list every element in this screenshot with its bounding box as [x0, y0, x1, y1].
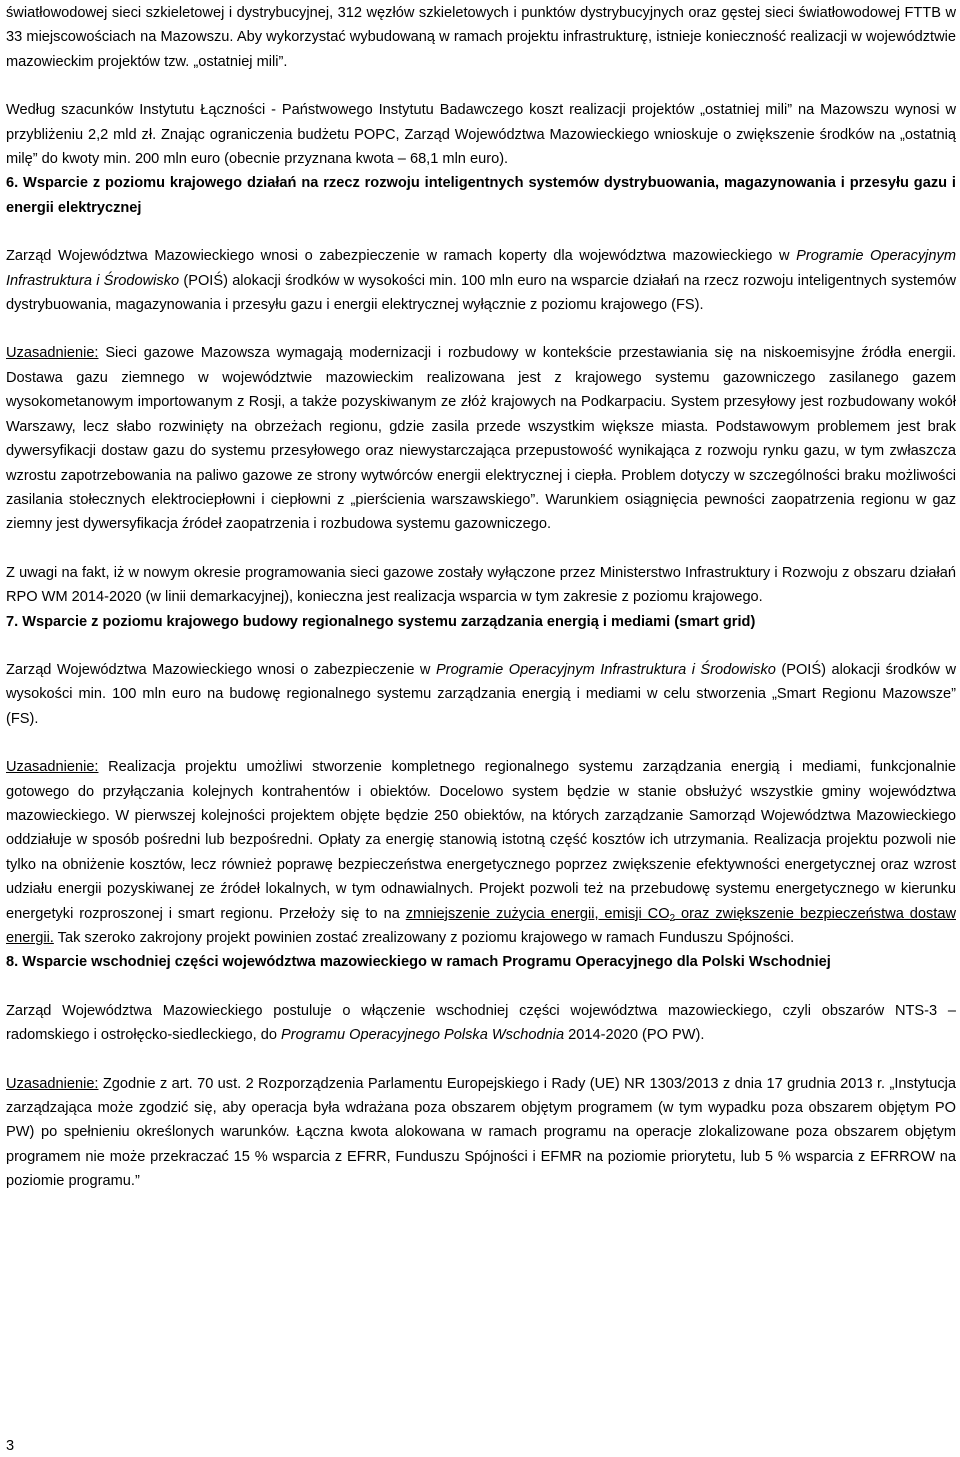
justification-label: Uzasadnienie:: [6, 759, 99, 776]
program-name: Programu Operacyjnego Polska Wschodnia: [281, 1027, 565, 1044]
document-page: [6, 0, 956, 1194]
text-run: Zarząd Województwa Mazowieckiego wnosi o zabezpieczenie w: [6, 661, 436, 678]
section-7-paragraph-1: [6, 658, 956, 731]
section-6-paragraph-3: Z uwagi na fakt, iż w nowym okresie programowania sieci gazowe zostały wyłączone przez Ministerstwo Infrastruktury i Rozwoju z obszaru działań RPO WM 2014-2020 (w linii demarkacyjnej), konieczna jest realizacja wsparcia w tym zakresie z poziomu krajowego.: [6, 564, 956, 606]
text-run: (POIŚ) alokacji środków w wysokości min. 100 mln euro na budowę regionalnego systemu zarządzania energią i mediami w celu stworzenia „Smart Regionu Mazowsze” (FS).: [6, 661, 956, 727]
text-run: 2014-2020 (PO PW).: [564, 1027, 705, 1044]
text-run: (POIŚ) alokacji środków w wysokości min. 100 mln euro na wsparcie działań na rzecz rozwoju inteligentnych systemów dystrybuowania, magazynowania i przesyłu gazu i energii elektrycznej wyłącznie z poziomu krajowego (FS).: [6, 272, 956, 314]
section-6-justification: [6, 341, 956, 536]
paragraph-intro: światłowodowej sieci szkieletowej i dystrybucyjnej, 312 węzłów szkieletowych i punktów dystrybucyjnych oraz gęstej sieci światłowodowej FTTB w 33 miejscowościach na Mazowszu. Aby wykorzystać wybudowaną w ramach projektu infrastrukturę, istnieje konieczność realizacji w województwie mazowieckim projektów tzw. „ostatniej mili”.: [6, 5, 956, 70]
justification-label: Uzasadnienie:: [6, 345, 99, 362]
section-7-justification: [6, 755, 956, 950]
section-7-heading: 7. Wsparcie z poziomu krajowego budowy regionalnego systemu zarządzania energią i mediami (smart grid): [6, 613, 756, 630]
text-run: zmniejszenie zużycia energii, emisji CO: [405, 905, 670, 922]
program-name: Programie Operacyjnym Infrastruktura i Środowisko: [6, 248, 956, 289]
text-run: Zgodnie z art. 70 ust. 2 Rozporządzenia Parlamentu Europejskiego i Rady (UE) NR 1303/2013 z dnia 17 grudnia 2013 r. „Instytucja zarządzająca może zgodzić się, aby operacja była wdrażana poza obszarem objętym programem (w tym wypadku poza obszarem objętym PO PW) po spełnieniu określonych warunków. Łączna kwota alokowana w ramach programu na operacje zlokalizowane poza obszarem objętym programem nie może przekraczać 15 % wsparcia z EFRR, Funduszu Spójności i EFMR na poziomie priorytetu, lub 5 % wsparcia z EFRROW na poziomie programu.”: [6, 1075, 956, 1190]
section-6-heading: 6. Wsparcie z poziomu krajowego działań na rzecz rozwoju inteligentnych systemów dystrybuowania, magazynowania i przesyłu gazu i energii elektrycznej: [6, 175, 956, 216]
program-name: Programie Operacyjnym Infrastruktura i Środowisko: [435, 661, 776, 678]
text-run: Zarząd Województwa Mazowieckiego postuluje o włączenie wschodniej części województwa mazowieckiego, czyli obszarów NTS-3 – radomskiego i ostrołęcko-siedleckiego, do: [6, 1002, 956, 1044]
page-number: 3: [6, 1438, 15, 1454]
text-run: oraz zwiększenie bezpieczeństwa dostaw energii.: [6, 905, 956, 946]
justification-label: Uzasadnienie:: [6, 1075, 99, 1092]
text-run: Zarząd Województwa Mazowieckiego wnosi o zabezpieczenie w ramach koperty dla województwa mazowieckiego w: [6, 248, 797, 265]
section-8-paragraph-1: [6, 999, 956, 1048]
paragraph-cost-estimate: Według szacunków Instytutu Łączności - Państwowego Instytutu Badawczego koszt realizacji projektów „ostatniej mili” na Mazowszu wynosi w przybliżeniu 2,2 mld zł. Znając ograniczenia budżetu POPC, Zarząd Województwa Mazowieckiego wnioskuje o zwiększenie środków na „ostatnią milę” do kwoty min. 200 mln euro (obecnie przyznana kwota – 68,1 mln euro).: [6, 102, 956, 168]
text-run: Tak szeroko zakrojony projekt powinien zostać zrealizowany z poziomu krajowego w ramach Funduszu Spójności.: [53, 930, 795, 946]
section-6-paragraph-1: [6, 244, 956, 317]
section-8-heading: 8. Wsparcie wschodniej części województwa mazowieckiego w ramach Programu Operacyjnego dla Polski Wschodniej: [6, 954, 831, 971]
text-run: Sieci gazowe Mazowsza wymagają modernizacji i rozbudowy w kontekście przestawiania się na niskoemisyjne źródła energii. Dostawa gazu ziemnego w województwie mazowieckim realizowana jest z krajowego systemu gazowniczego zasilanego gazem wysokometanowym importowanym z Rosji, a także pozyskiwanym ze złóż krajowych na Podkarpaciu. System przesyłowy jest rozbudowany wokół Warszawy, lecz słabo rozwinięty na obrzeżach regionu, gdzie zasila przede wszystkim większe miasta. Podstawowym problemem jest brak dywersyfikacji dostaw gazu do systemu przesyłowego oraz niewystarczająca przepustowość wynikająca z rozwoju rynku gazu, w tym zwłaszcza wzrostu zapotrzebowania na paliwo gazowe ze strony wytwórców energii elektrycznej i ciepła. Problem dotyczy w szczególności braku możliwości zasilania stołecznych elektrociepłowni i ciepłowni z „pierścienia warszawskiego”. Warunkiem osiągnięcia pewności zaopatrzenia regionu w gaz ziemny jest dywersyfikacja źródeł zaopatrzenia i rozbudowa systemu gazowniczego.: [6, 345, 956, 533]
subscript: 2: [669, 912, 676, 924]
section-8-justification: [6, 1072, 956, 1194]
text-run: Realizacja projektu umożliwi stworzenie kompletnego regionalnego systemu zarządzania energią i mediami, funkcjonalnie gotowego do przyłączania kolejnych kontrahentów i obiektów. Docelowo system będzie w stanie obsłużyć wszystkie gminy województwa mazowieckiego. W pierwszej kolejności projektem objęte będzie 250 obiektów, na których zarządzanie Samorząd Województwa Mazowieckiego oddziałuje w sposób pośredni lub bezpośredni. Opłaty za energię stanowią istotną część kosztów ich utrzymania. Realizacja projektu pozwoli nie tylko na obniżenie kosztów, lecz również poprawę bezpieczeństwa energetycznego poprzez zwiększenie efektywności energetycznej oraz wzrost udziału energii pozyskiwanej ze źródeł lokalnych, w tym odnawialnych. Projekt pozwoli też na przebudowę systemu energetycznego w kierunku energetyki rozproszonej i smart regionu. Przełoży się to na: [6, 759, 956, 922]
